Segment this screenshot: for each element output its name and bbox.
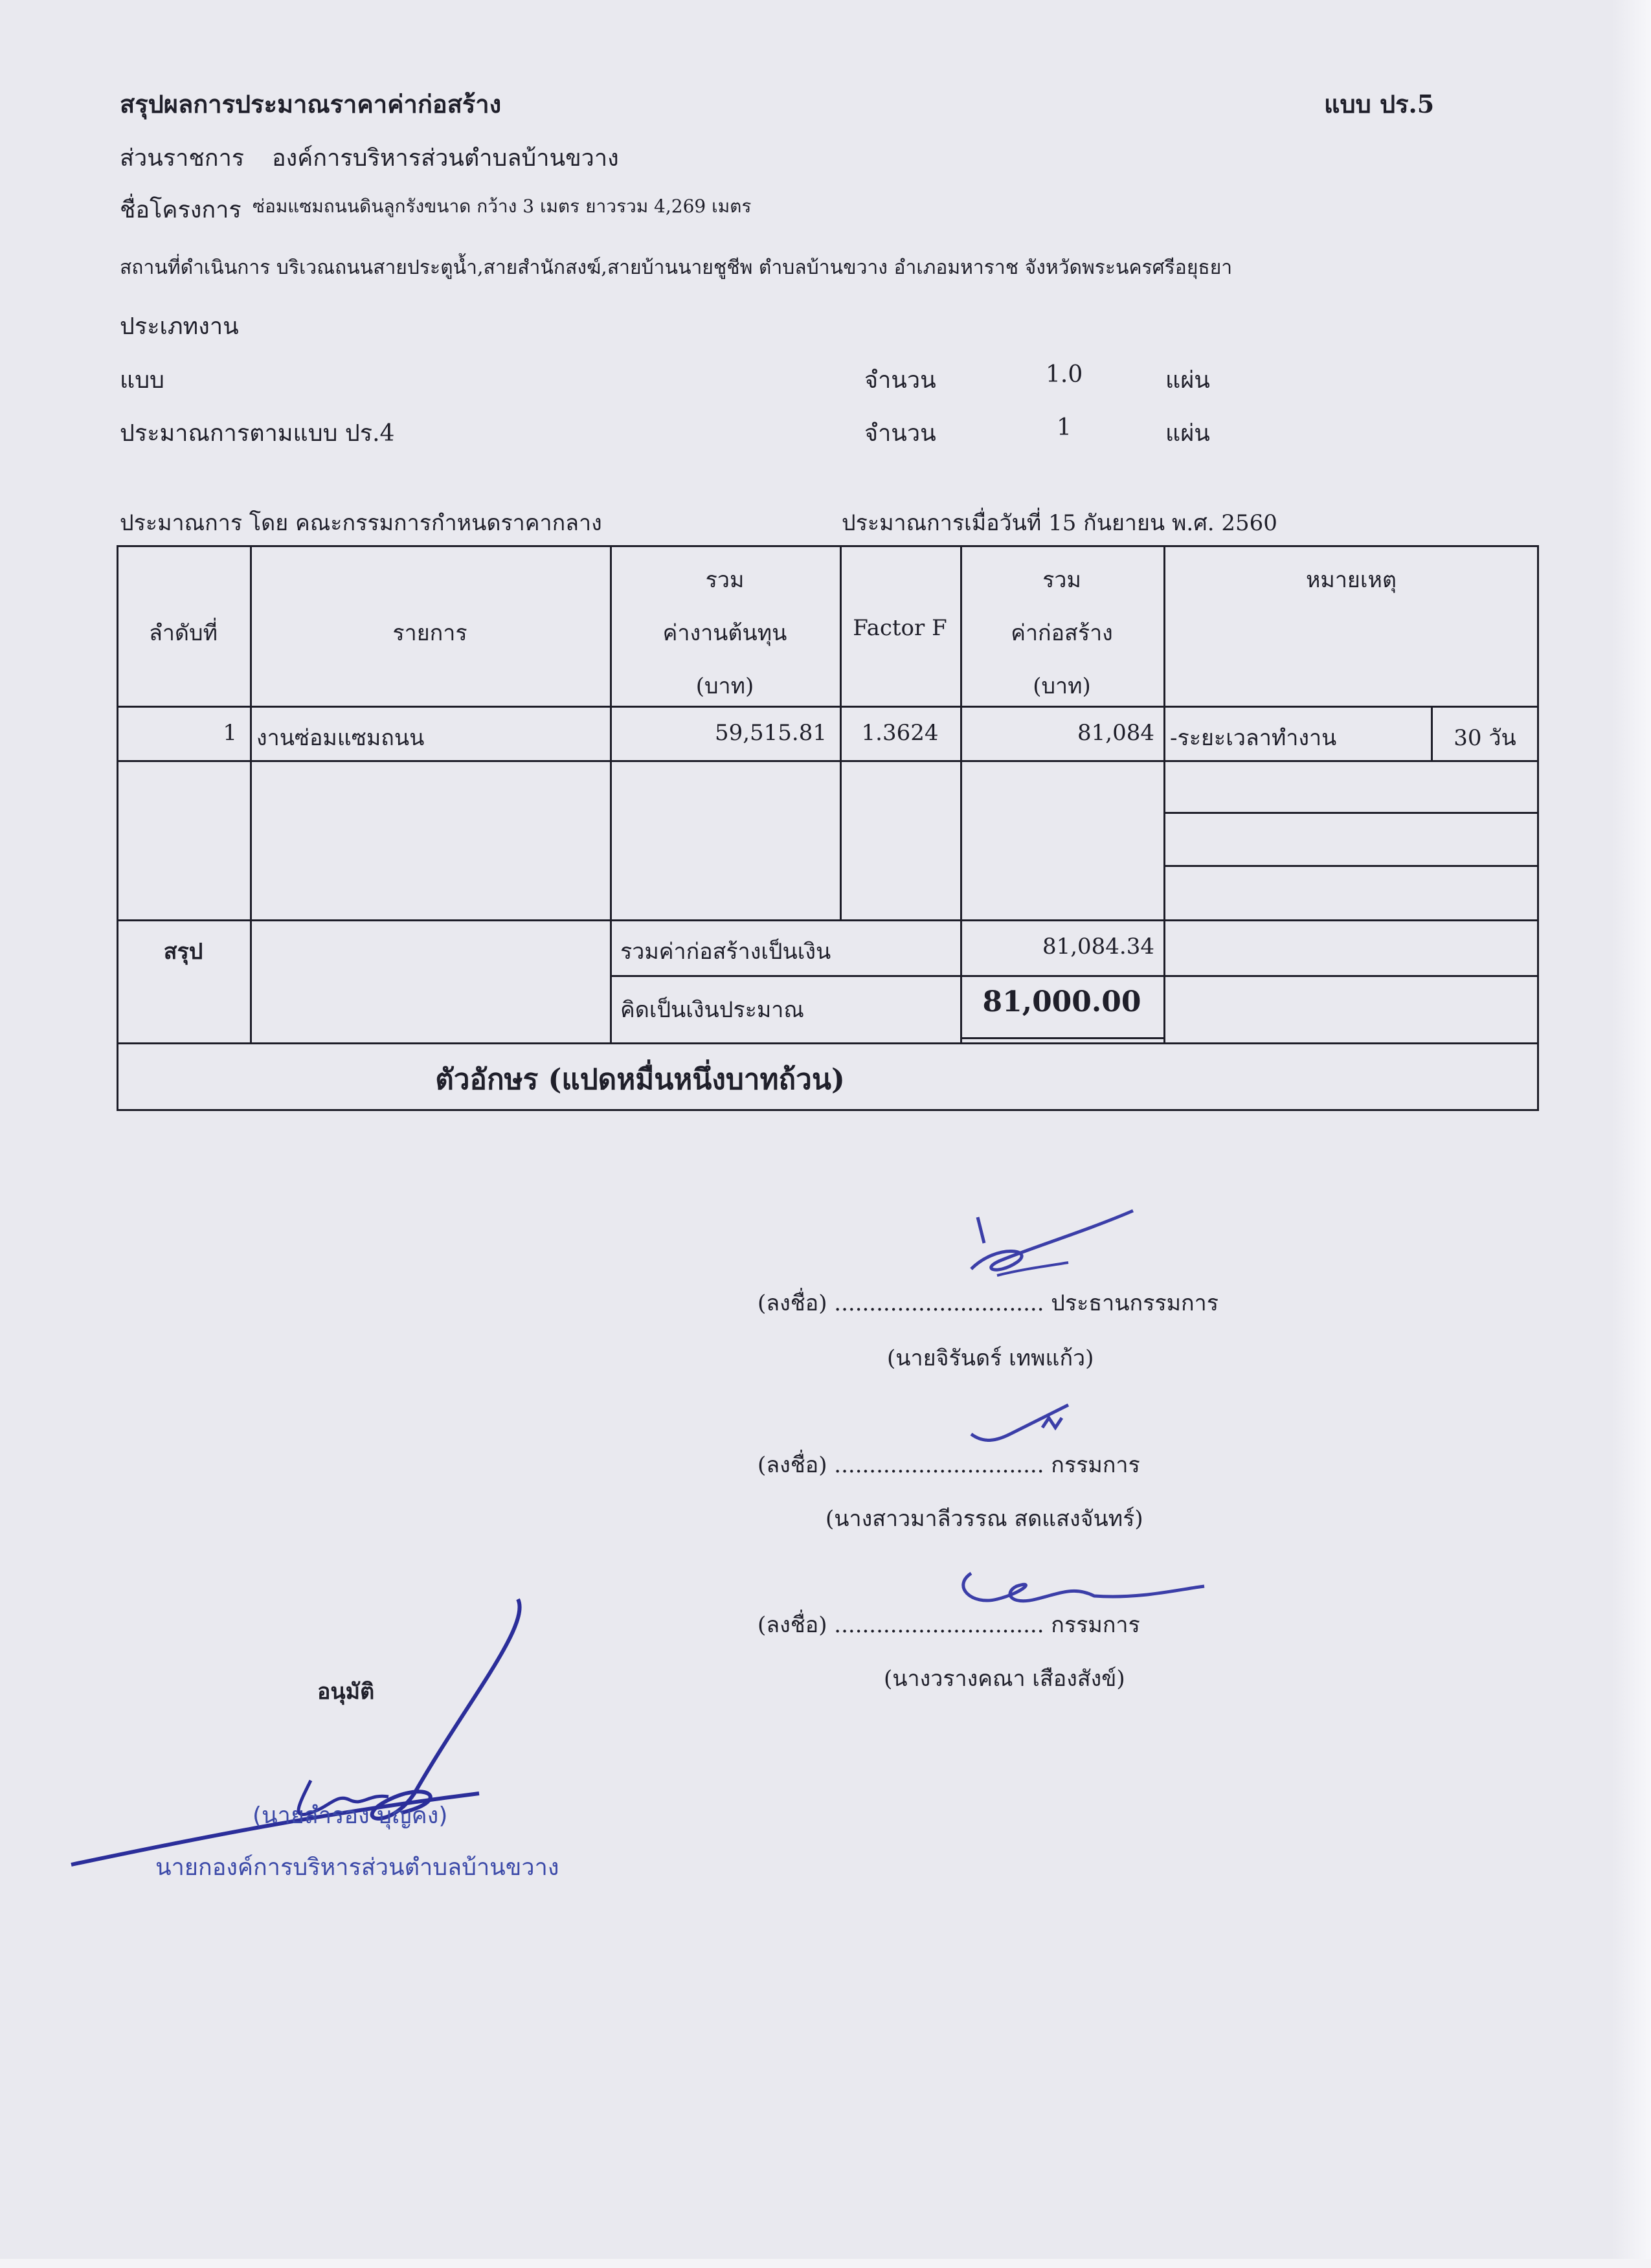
table-border-bottom [117,1109,1539,1111]
approx-double-line [960,1037,1163,1039]
row1-cost: 59,515.81 [714,720,827,746]
col-no-header: ลำดับที่ [148,620,218,646]
estimated-date: ประมาณการเมื่อวันที่ 15 กันยายน พ.ศ. 2560 [842,510,1277,536]
approx-value: 81,000.00 [982,985,1141,1018]
agency-label: ส่วนราชการ [120,145,245,172]
project-value: ซ่อมแซมถนนดินลูกรังขนาด กว้าง 3 เมตร ยาวรวม 4,269 เมตร [253,196,752,217]
table-border-right [1537,545,1539,1111]
page-edge [1612,0,1651,2268]
col-divider-5 [1163,545,1165,1044]
page-bottom-edge [0,2259,1651,2268]
table-header-divider [117,706,1539,708]
plan-count: 1.0 [1046,361,1083,388]
location-line: สถานที่ดำเนินการ บริเวณถนนสายประตูน้ำ,สายสำนักสงฆ์,สายบ้านนายชูชีพ ตำบลบ้านขวาง อำเภอมหาราช จังหวัดพระนครศรีอยุธยา [120,256,1233,279]
table-border-top [117,545,1539,547]
col-cost-header-2: ค่างานต้นทุน [662,620,787,646]
document-title: สรุปผลการประมาณราคาค่าก่อสร้าง [120,89,502,118]
row1-factor: 1.3624 [861,720,939,746]
estimate-label: ประมาณการตามแบบ ปร.4 [120,420,395,447]
table-body-divider [117,919,1539,921]
table-words-divider [117,1042,1539,1044]
committee1-name: (นางสาวมาลีวรรณ สดแสงจันทร์) [826,1506,1143,1532]
row1-duration: 30 วัน [1454,725,1516,751]
col-total-header-3: (บาท) [1033,673,1091,699]
col-cost-header-3: (บาท) [695,673,754,699]
row1-no: 1 [223,720,237,746]
approx-label: คิดเป็นเงินประมาณ [620,997,804,1023]
work-type-label: ประเภทงาน [120,313,239,340]
chairman-signature [958,1204,1140,1295]
remark-subline-2 [1163,865,1539,867]
chairman-sign-line: (ลงชื่อ) .............................. ประธานกรรมการ [758,1290,1219,1316]
form-code: แบบ ปร.5 [1324,89,1435,118]
sum-label: รวมค่าก่อสร้างเป็นเงิน [620,939,831,965]
col-factor-header: Factor F [853,615,947,641]
committee2-name: (นางวรางคณา เสืองสังข์) [884,1666,1125,1692]
approve-label: อนุมัติ [317,1679,375,1705]
estimate-count: 1 [1057,414,1072,441]
amount-in-words: ตัวอักษร (แปดหมื่นหนึ่งบาทถ้วน) [435,1063,845,1096]
col-item-header: รายการ [392,620,467,646]
estimate-count-label: จำนวน [864,420,936,447]
cost-summary-table [117,545,1539,1111]
project-label: ชื่อโครงการ [120,197,241,223]
estimate-unit: แผ่น [1165,420,1210,447]
col-total-header-2: ค่าก่อสร้าง [1011,620,1113,646]
plan-label: แบบ [120,367,164,394]
committee1-sign-line: (ลงชื่อ) .............................. กรรมการ [758,1452,1140,1478]
col-total-header-1: รวม [1042,567,1081,593]
approver-signature [65,1586,544,1884]
table-sum-divider [610,975,1539,977]
approver-title: นายกองค์การบริหารส่วนตำบลบ้านขวาง [155,1854,559,1881]
row1-total: 81,084 [1077,720,1154,746]
committee2-sign-line: (ลงชื่อ) .............................. กรรมการ [758,1612,1140,1638]
committee1-signature [958,1398,1088,1450]
chairman-name: (นายจิรันดร์ เทพแก้ว) [887,1345,1094,1371]
table-row1-divider [117,760,1539,762]
plan-unit: แผ่น [1165,367,1210,394]
estimated-by: ประมาณการ โดย คณะกรรมการกำหนดราคากลาง [120,510,602,536]
col-remark-header: หมายเหตุ [1306,567,1397,593]
approver-name: (นายสำรอง บุญคง) [253,1802,448,1829]
row1-remark: -ระยะเวลาทำงาน [1170,725,1337,751]
remark-subline-1 [1163,812,1539,814]
summary-label: สรุป [163,939,203,965]
row1-item: งานซ่อมแซมถนน [256,725,425,751]
col-cost-header-1: รวม [705,567,745,593]
agency-value: องค์การบริหารส่วนตำบลบ้านขวาง [272,145,619,172]
sum-value: 81,084.34 [1042,934,1154,960]
plan-count-label: จำนวน [864,367,936,394]
